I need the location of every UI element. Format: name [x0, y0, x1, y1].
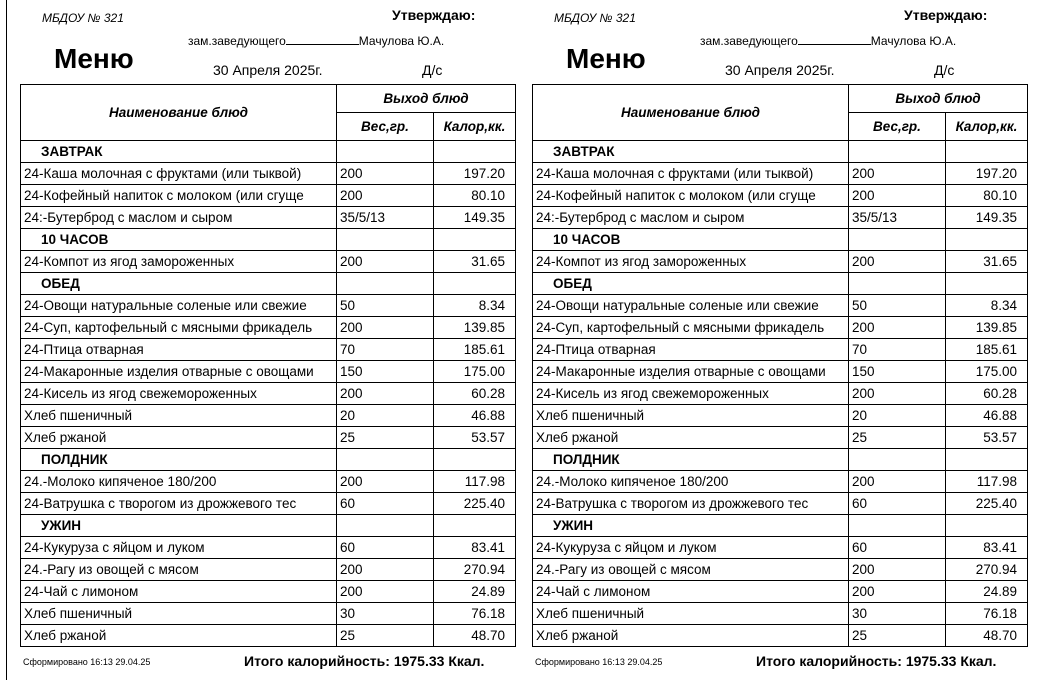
table-row: [533, 603, 1028, 625]
dish-weight: 200: [337, 317, 434, 339]
organization-name: МБДОУ № 321: [554, 11, 636, 25]
dish-name: 24-Кукуруза с яйцом и луком: [21, 537, 337, 559]
section-calories-cell: [434, 229, 516, 251]
dish-weight: 200: [849, 185, 946, 207]
page-title: Меню: [54, 43, 134, 74]
dish-name: Хлеб пшеничный: [21, 405, 337, 427]
dish-weight: 200: [849, 251, 946, 273]
dish-name: 24-Суп, картофельный с мясными фрикадель: [21, 317, 337, 339]
dish-calories: 149.35: [434, 207, 516, 229]
dish-calories: 24.89: [434, 581, 516, 603]
table-row: [533, 207, 1028, 229]
dish-weight: 35/5/13: [849, 207, 946, 229]
column-header-output: Выход блюд: [337, 85, 516, 113]
signature-line: [798, 34, 871, 45]
section-title: ПОЛДНИК: [21, 449, 337, 471]
section-title: ЗАВТРАК: [21, 141, 337, 163]
table-row: [21, 603, 516, 625]
formed-timestamp: Сформировано 16:13 29.04.25: [535, 657, 663, 667]
table-row: [21, 361, 516, 383]
dish-calories: 139.85: [434, 317, 516, 339]
approve-label: Утверждаю:: [904, 7, 988, 23]
dish-calories: 46.88: [434, 405, 516, 427]
dish-name: 24:-Бутерброд с маслом и сыром: [533, 207, 849, 229]
menu-table-body: [21, 85, 516, 647]
dish-name: 24-Птица отварная: [21, 339, 337, 361]
section-calories-cell: [946, 515, 1028, 537]
dish-calories: 83.41: [946, 537, 1028, 559]
dish-name: 24-Овощи натуральные соленые или свежие: [533, 295, 849, 317]
dish-weight: 200: [337, 163, 434, 185]
section-row: [21, 273, 516, 295]
dish-name: 24-Чай с лимоном: [21, 581, 337, 603]
menu-date: 30 Апреля 2025г.: [725, 62, 835, 78]
table-row: [533, 295, 1028, 317]
table-row: [21, 471, 516, 493]
section-calories-cell: [946, 449, 1028, 471]
dish-calories: 185.61: [946, 339, 1028, 361]
column-header-calories: Калор,кк.: [434, 113, 516, 141]
formed-timestamp: Сформировано 16:13 29.04.25: [23, 657, 151, 667]
dish-weight: 150: [337, 361, 434, 383]
dish-weight: 20: [849, 405, 946, 427]
column-header-weight: Вес,гр.: [337, 113, 434, 141]
dish-calories: 80.10: [946, 185, 1028, 207]
section-title: УЖИН: [533, 515, 849, 537]
menu-table: [532, 84, 1028, 647]
dish-name: 24:-Бутерброд с маслом и сыром: [21, 207, 337, 229]
table-row: [533, 317, 1028, 339]
dish-name: 24-Кофейный напиток с молоком (или сгуще: [533, 185, 849, 207]
dish-calories: 175.00: [946, 361, 1028, 383]
deputy-name: Мачулова Ю.А.: [358, 34, 445, 48]
dish-name: 24-Компот из ягод замороженных: [533, 251, 849, 273]
section-title: УЖИН: [21, 515, 337, 537]
dish-name: 24-Ватрушка с творогом из дрожжевого тес: [21, 493, 337, 515]
section-title: ПОЛДНИК: [533, 449, 849, 471]
dish-calories: 31.65: [946, 251, 1028, 273]
dish-weight: 200: [849, 581, 946, 603]
dish-calories: 8.34: [434, 295, 516, 317]
dish-name: 24-Макаронные изделия отварные с овощами: [533, 361, 849, 383]
table-row: [533, 471, 1028, 493]
table-header-row: [21, 85, 516, 113]
organization-name: МБДОУ № 321: [42, 11, 124, 25]
dish-weight: 70: [849, 339, 946, 361]
section-weight-cell: [337, 229, 434, 251]
section-weight-cell: [337, 273, 434, 295]
dish-name: 24-Каша молочная с фруктами (или тыквой): [533, 163, 849, 185]
dish-weight: 200: [337, 581, 434, 603]
section-weight-cell: [849, 229, 946, 251]
deputy-signature-line: [700, 34, 956, 48]
dish-name: 24-Чай с лимоном: [533, 581, 849, 603]
dish-calories: 76.18: [434, 603, 516, 625]
dish-calories: 149.35: [946, 207, 1028, 229]
dish-weight: 60: [849, 493, 946, 515]
dish-calories: 225.40: [946, 493, 1028, 515]
menu-table-body: [533, 85, 1028, 647]
table-row: [533, 559, 1028, 581]
section-weight-cell: [849, 515, 946, 537]
dish-weight: 50: [849, 295, 946, 317]
section-calories-cell: [946, 141, 1028, 163]
section-weight-cell: [337, 515, 434, 537]
dish-name: Хлеб пшеничный: [533, 405, 849, 427]
section-row: [533, 229, 1028, 251]
dish-name: 24-Овощи натуральные соленые или свежие: [21, 295, 337, 317]
dish-weight: 150: [849, 361, 946, 383]
table-row: [21, 493, 516, 515]
menu-date: 30 Апреля 2025г.: [213, 62, 323, 78]
dish-name: 24-Кукуруза с яйцом и луком: [533, 537, 849, 559]
dish-calories: 117.98: [946, 471, 1028, 493]
section-title: ЗАВТРАК: [533, 141, 849, 163]
table-row: [21, 427, 516, 449]
dish-weight: 60: [337, 537, 434, 559]
dish-weight: 35/5/13: [337, 207, 434, 229]
table-row: [533, 163, 1028, 185]
dish-weight: 25: [849, 625, 946, 647]
dish-weight: 70: [337, 339, 434, 361]
dish-calories: 48.70: [946, 625, 1028, 647]
section-title: ОБЕД: [21, 273, 337, 295]
approve-label: Утверждаю:: [392, 7, 476, 23]
kindergarten-label: Д/с: [422, 62, 443, 78]
table-row: [533, 537, 1028, 559]
dish-weight: 25: [337, 625, 434, 647]
table-row: [21, 185, 516, 207]
section-calories-cell: [946, 273, 1028, 295]
section-row: [533, 515, 1028, 537]
column-header-name: Наименование блюд: [533, 85, 849, 141]
dish-weight: 60: [849, 537, 946, 559]
dish-name: 24-Птица отварная: [533, 339, 849, 361]
column-header-calories: Калор,кк.: [946, 113, 1028, 141]
section-calories-cell: [434, 515, 516, 537]
dish-calories: 46.88: [946, 405, 1028, 427]
page-title: Меню: [566, 43, 646, 74]
dish-name: 24-Кисель из ягод свежемороженных: [533, 383, 849, 405]
table-row: [21, 537, 516, 559]
dish-name: Хлеб ржаной: [21, 427, 337, 449]
dish-calories: 53.57: [434, 427, 516, 449]
section-title: 10 ЧАСОВ: [21, 229, 337, 251]
section-calories-cell: [946, 229, 1028, 251]
table-row: [533, 383, 1028, 405]
section-row: [21, 515, 516, 537]
section-row: [21, 449, 516, 471]
section-row: [21, 229, 516, 251]
section-row: [533, 449, 1028, 471]
dish-weight: 25: [337, 427, 434, 449]
dish-weight: 200: [849, 383, 946, 405]
dish-calories: 270.94: [434, 559, 516, 581]
dish-calories: 225.40: [434, 493, 516, 515]
table-row: [21, 295, 516, 317]
dish-name: 24-Ватрушка с творогом из дрожжевого тес: [533, 493, 849, 515]
table-row: [533, 361, 1028, 383]
dish-calories: 60.28: [946, 383, 1028, 405]
dish-weight: 200: [849, 559, 946, 581]
section-calories-cell: [434, 141, 516, 163]
dish-weight: 200: [337, 559, 434, 581]
dish-weight: 50: [337, 295, 434, 317]
table-row: [21, 251, 516, 273]
dish-weight: 200: [849, 163, 946, 185]
menu-sheet-left: [20, 0, 532, 680]
dish-calories: 24.89: [946, 581, 1028, 603]
section-weight-cell: [337, 449, 434, 471]
dish-name: 24.-Рагу из овощей с мясом: [21, 559, 337, 581]
table-row: [533, 581, 1028, 603]
dish-name: Хлеб ржаной: [533, 427, 849, 449]
section-calories-cell: [434, 273, 516, 295]
dish-calories: 185.61: [434, 339, 516, 361]
section-calories-cell: [434, 449, 516, 471]
dish-name: Хлеб пшеничный: [533, 603, 849, 625]
table-row: [533, 625, 1028, 647]
table-row: [533, 185, 1028, 207]
dish-name: 24-Кисель из ягод свежемороженных: [21, 383, 337, 405]
dish-weight: 25: [849, 427, 946, 449]
dish-weight: 200: [337, 185, 434, 207]
dish-name: 24-Суп, картофельный с мясными фрикадель: [533, 317, 849, 339]
dish-calories: 60.28: [434, 383, 516, 405]
table-row: [533, 493, 1028, 515]
page-border-line: [6, 0, 7, 680]
menu-table: [20, 84, 516, 647]
dish-name: 24.-Молоко кипяченое 180/200: [533, 471, 849, 493]
dish-calories: 80.10: [434, 185, 516, 207]
table-row: [21, 405, 516, 427]
dish-weight: 200: [337, 471, 434, 493]
dish-weight: 200: [337, 251, 434, 273]
section-weight-cell: [849, 449, 946, 471]
dish-name: 24-Макаронные изделия отварные с овощами: [21, 361, 337, 383]
dish-weight: 30: [337, 603, 434, 625]
section-row: [533, 141, 1028, 163]
deputy-title: зам.заведующего: [700, 34, 798, 48]
dish-name: 24-Компот из ягод замороженных: [21, 251, 337, 273]
table-row: [21, 559, 516, 581]
table-row: [21, 207, 516, 229]
table-row: [533, 405, 1028, 427]
table-header-row: [533, 85, 1028, 113]
section-weight-cell: [849, 273, 946, 295]
section-title: ОБЕД: [533, 273, 849, 295]
dish-name: Хлеб пшеничный: [21, 603, 337, 625]
table-row: [533, 339, 1028, 361]
table-row: [533, 251, 1028, 273]
dish-weight: 30: [849, 603, 946, 625]
dish-calories: 53.57: [946, 427, 1028, 449]
table-row: [21, 317, 516, 339]
dish-calories: 83.41: [434, 537, 516, 559]
table-row: [21, 163, 516, 185]
dish-name: Хлеб ржаной: [533, 625, 849, 647]
kindergarten-label: Д/с: [934, 62, 955, 78]
dish-calories: 8.34: [946, 295, 1028, 317]
dish-name: 24.-Молоко кипяченое 180/200: [21, 471, 337, 493]
dish-calories: 175.00: [434, 361, 516, 383]
column-header-weight: Вес,гр.: [849, 113, 946, 141]
dish-calories: 76.18: [946, 603, 1028, 625]
dish-name: 24-Кофейный напиток с молоком (или сгуще: [21, 185, 337, 207]
table-row: [21, 383, 516, 405]
section-row: [533, 273, 1028, 295]
dish-calories: 117.98: [434, 471, 516, 493]
dish-calories: 270.94: [946, 559, 1028, 581]
table-row: [21, 339, 516, 361]
dish-name: 24.-Рагу из овощей с мясом: [533, 559, 849, 581]
dish-weight: 200: [849, 471, 946, 493]
dish-weight: 60: [337, 493, 434, 515]
table-row: [21, 625, 516, 647]
dish-weight: 200: [337, 383, 434, 405]
deputy-name: Мачулова Ю.А.: [870, 34, 957, 48]
dish-weight: 200: [849, 317, 946, 339]
dish-weight: 20: [337, 405, 434, 427]
menu-sheet-right: [532, 0, 1044, 680]
deputy-title: зам.заведующего: [188, 34, 286, 48]
section-weight-cell: [337, 141, 434, 163]
column-header-output: Выход блюд: [849, 85, 1028, 113]
section-weight-cell: [849, 141, 946, 163]
section-title: 10 ЧАСОВ: [533, 229, 849, 251]
dish-calories: 48.70: [434, 625, 516, 647]
total-calories: Итого калорийность: 1975.33 Ккал.: [756, 653, 997, 669]
dish-calories: 31.65: [434, 251, 516, 273]
dish-calories: 139.85: [946, 317, 1028, 339]
deputy-signature-line: [188, 34, 444, 48]
section-row: [21, 141, 516, 163]
dish-calories: 197.20: [434, 163, 516, 185]
signature-line: [286, 34, 359, 45]
table-row: [533, 427, 1028, 449]
dish-name: Хлеб ржаной: [21, 625, 337, 647]
total-calories: Итого калорийность: 1975.33 Ккал.: [244, 653, 485, 669]
column-header-name: Наименование блюд: [21, 85, 337, 141]
dish-name: 24-Каша молочная с фруктами (или тыквой): [21, 163, 337, 185]
dish-calories: 197.20: [946, 163, 1028, 185]
table-row: [21, 581, 516, 603]
